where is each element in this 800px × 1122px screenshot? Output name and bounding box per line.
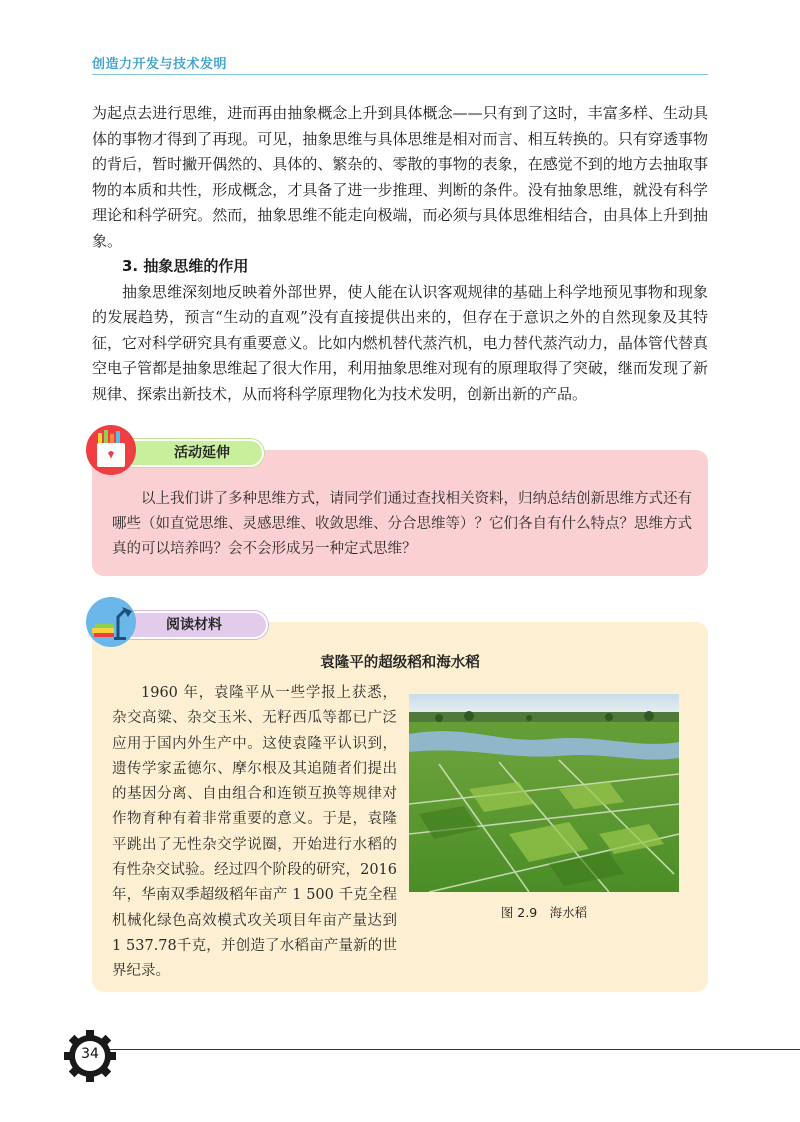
- page-number: 34: [81, 1046, 99, 1062]
- figure-caption: 图 2.9 海水稻: [500, 905, 588, 920]
- book-title: 创造力开发与技术发明: [92, 57, 228, 72]
- section-heading: 3. 抽象思维的作用: [122, 257, 249, 275]
- reading-paragraph: 1960 年，袁隆平从一些学报上获悉，杂交高粱、杂交玉米、无籽西瓜等都已广泛应用于国内外生产中。这使袁隆平认识到，遗传学家孟德尔、摩尔根及其追随者们提出的基因分离、自由组合和连锁互换等规律对作物育种有着非常重要的意义。于是，袁隆平跳出了无性杂交学说圈，开始进行水稻的有性杂交试验。经过四个阶段的研究，2016 年，华南双季超级稻年亩产 1 500 千克全程机械化绿色高效模式攻关项目年亩产量达到 1 537.78千克，并创造了水稻亩产量新的世界纪录。: [112, 685, 397, 980]
- reading-label: 阅读材料: [166, 617, 222, 633]
- activity-text: [112, 487, 692, 562]
- header-divider: [92, 74, 708, 75]
- reading-title: 袁隆平的超级稻和海水稻: [320, 655, 480, 671]
- body-paragraph: 抽象思维深刻地反映着外部世界，使人能在认识客观规律的基础上科学地预见事物和现象的发展趋势，预言“生动的直观”没有直接提供出来的，但存在于意识之外的自然现象及其特征，它对科学研究具有重要意义。比如内燃机替代蒸汽机，电力替代蒸汽动力，晶体管代替真空电子管都是抽象思维起了很大作用，利用抽象思维对现有的原理取得了突破，继而发现了新规律、探索出新技术，从而将科学原理物化为技术发明，创新出新的产品。: [92, 282, 708, 403]
- desk-lamp-books-icon: [86, 597, 136, 647]
- body-paragraph: 为起点去进行思维，进而再由抽象概念上升到具体概念——只有到了这时，丰富多样、生动具体的事物才得到了再现。可见，抽象思维与具体思维是相对而言、相互转换的。只有穿透事物的背后，暂时撇开偶然的、具体的、繁杂的、零散的事物的表象，在感觉不到的地方去抽取事物的本质和共性，形成概念，才具备了进一步推理、判断的条件。没有抽象思维，就没有科学理论和科学研究。然而，抽象思维不能走向极端，而必须与具体思维相结合，由具体上升到抽象。: [92, 104, 708, 250]
- shopping-bag-icon: [86, 425, 136, 475]
- footer-divider: [92, 1049, 800, 1050]
- activity-label: 活动延伸: [174, 445, 230, 461]
- activity-paragraph: 以上我们讲了多种思维方式，请同学们通过查找相关资料，归纳总结创新思维方式还有哪些（如直觉思维、灵感思维、收敛思维、分合思维等）？它们各自有什么特点？思维方式真的可以培养吗？会不会形成另一种定式思维？: [112, 491, 692, 557]
- reading-text: [112, 681, 397, 985]
- sea-rice-photo: [409, 694, 679, 892]
- main-text: [92, 101, 708, 407]
